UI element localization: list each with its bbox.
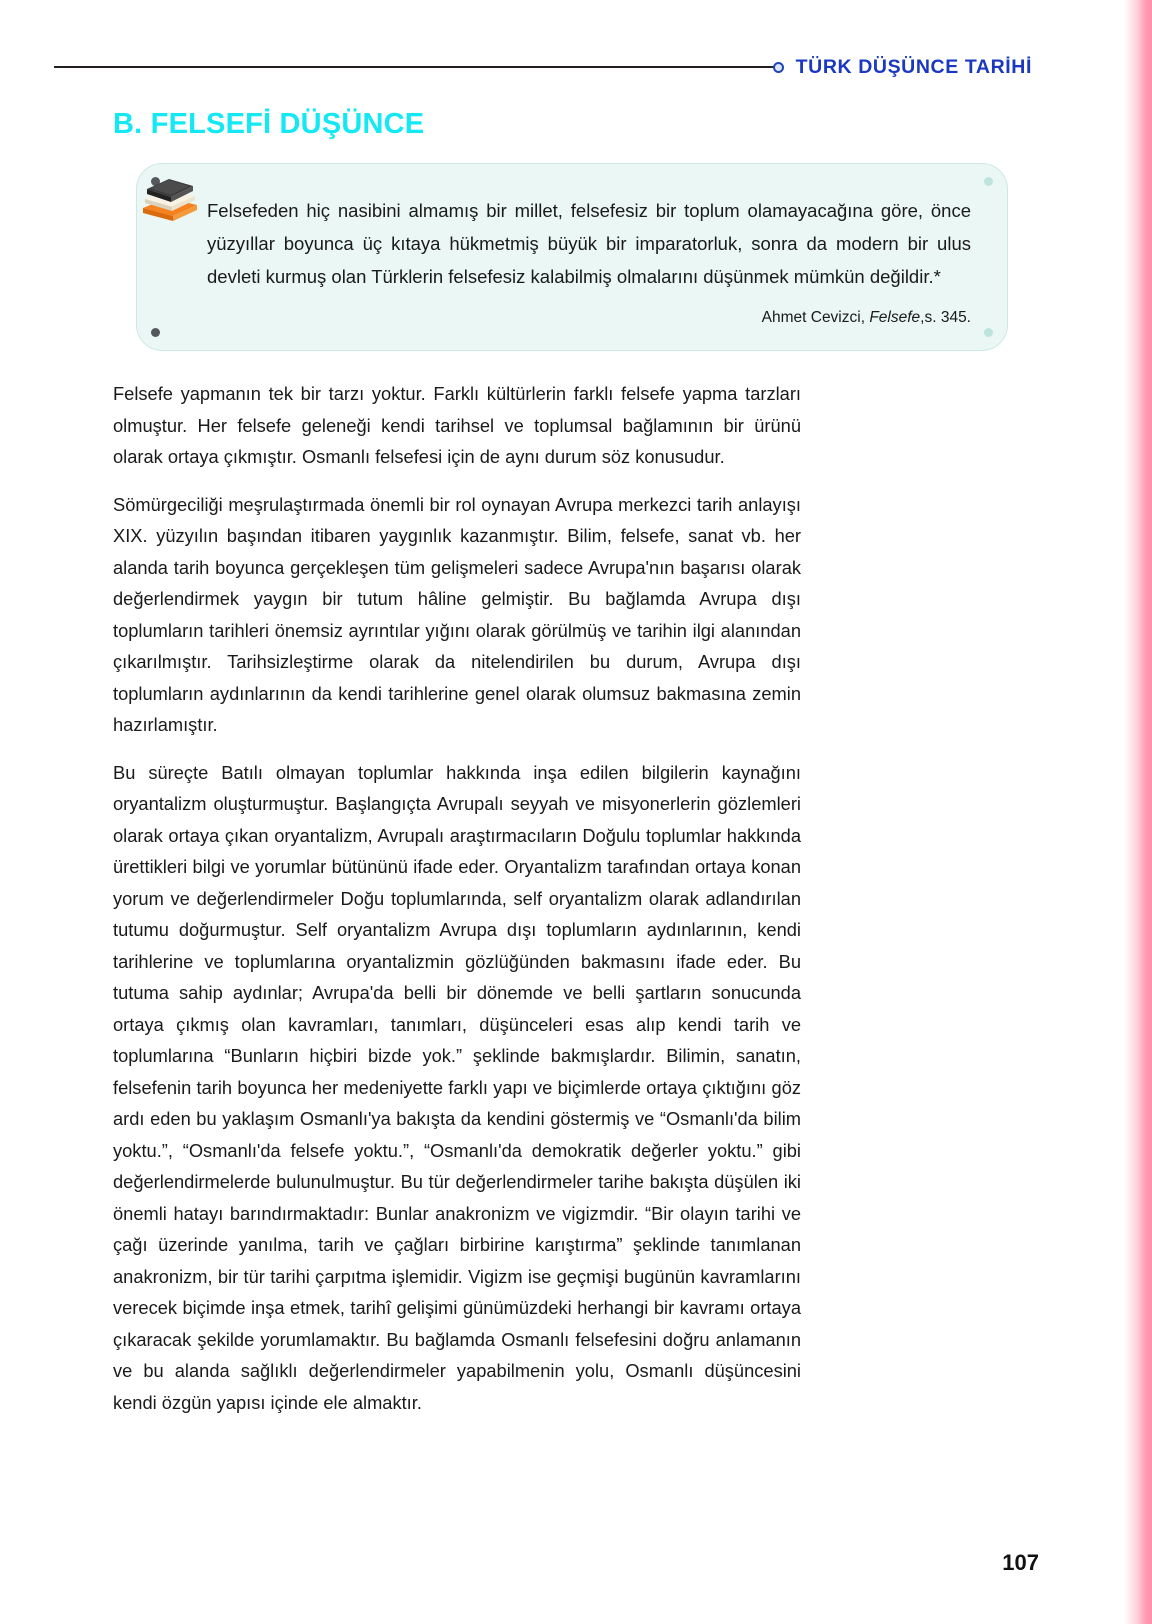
header-rule-icon: [54, 66, 774, 68]
header-title: TÜRK DÜŞÜNCE TARİHİ: [795, 55, 1032, 78]
body-paragraph: Sömürgeciliği meşrulaştırmada önemli bir rol oynayan Avrupa merkezci tarih anlayışı XIX. yüzyılın başından itibaren yaygınlık kazanmıştır. Bilim, felsefe, sanat vb. her alanda tarih boyunca gerçekleşen tüm gelişmeleri sadece Avrupa'nın başarısı olarak değerlendirmek yaygın bir tutum hâline gelmiştir. Bu bağlamda Avrupa dışı toplumların tarihleri önemsiz ayrıntılar yığını olarak görülmüş ve tarihin ilgi alanından çıkarılmıştır. Tarihsizleştirme olarak da nitelendirilen bu durum, Avrupa dışı toplumların aydınlarının da kendi tarihlerine genel olarak olumsuz bakmasına zemin hazırlamıştır.: [113, 493, 801, 735]
body-paragraph: Bu süreçte Batılı olmayan toplumlar hakkında inşa edilen bilgilerin kaynağını oryantalizm oluşturmuştur. Başlangıçta Avrupalı seyyah ve misyonerlerin gözlemleri olarak ortaya çıkan oryantalizm, Avrupalı araştırmacıların Doğulu toplumlar hakkında ürettikleri bilgi ve yorumlar bütününü ifade eder. Oryantalizm tarafından ortaya konan yorum ve değerlendirmeler Doğu toplumlarında, self oryantalizm olarak adlandırılan tutumu doğurmuştur. Self oryantalizm Avrupa dışı toplumların aydınlarının, kendi tarihlerine ve toplumlarına oryantalizmin gözlüğünden bakmasını ifade eder. Bu tutuma sahip aydınlar; Avrupa'da belli bir dönemde ve belli şartların sonucunda ortaya çıkmış olan kavramları, tanımları, düşünceleri esas alıp kendi tarih ve toplumlarına “Bunların hiçbiri bizde yok.” şeklinde bakmışlardır. Bilimin, sanatın, felsefenin tarih boyunca her medeniyette farklı yapı ve biçimlerde ortaya çıktığını göz ardı eden bu yaklaşım Osmanlı'ya bakışta da kendini göstermiş ve “Osmanlı'da bilim yoktu.”, “Osmanlı'da felsefe yoktu.”, “Osmanlı'da demokratik değerler yoktu.” gibi değerlendirmelerde bulunulmuştur. Bu tür değerlendirmeler tarihe bakışta düşülen iki önemli hatayı barındırmaktadır: Bunlar anakronizm ve vigizmdir. “Bir olayın tarihi ve çağı üzerinde yanılma, tarih ve çağları birbirine karıştırma” şeklinde tanımlanan anakronizm, bir tür tarihi çarpıtma işlemidir. Vigizm ise geçmişi bugünün kavramlarını verecek biçimde inşa etmek, tarihî gelişimi günümüzdeki herhangi bir kavramı ortaya çıkaracak şekilde yorumlamaktır. Bu bağlamda Osmanlı felsefesini doğru anlamanın ve bu alanda sağlıklı değerlendirmeler yapabilmenin yolu, Osmanlı düşüncesini kendi özgün yapısı içinde ele almaktır.: [113, 761, 801, 1413]
quote-source: [207, 309, 971, 327]
page-title: B. FELSEFİ DÜŞÜNCE: [113, 108, 425, 140]
corner-dot-bottom-left-icon: [151, 328, 160, 337]
body-content: [113, 378, 801, 1418]
quote-box: [136, 163, 1008, 351]
quote-source-page: ,s. 345.: [920, 309, 971, 326]
page-edge-decoration: [1124, 0, 1152, 1624]
stacked-books-icon: [137, 170, 203, 228]
quote-callout: [136, 163, 1008, 351]
circle-outline-icon: [773, 62, 784, 73]
quote-source-work: Felsefe: [869, 309, 921, 326]
corner-dot-bottom-right-icon: [984, 328, 993, 337]
body-paragraph: Felsefe yapmanın tek bir tarzı yoktur. Farklı kültürlerin farklı felsefe yapma tarzları olmuştur. Her felsefe geleneği kendi tarihsel ve toplumsal bağlamının bir ürünü olarak ortaya çıkmıştır. Osmanlı felsefesi için de aynı durum söz konusudur.: [113, 383, 801, 467]
quote-source-author: Ahmet Cevizci,: [761, 309, 870, 326]
corner-dot-top-right-icon: [984, 177, 993, 186]
page-number: 107: [1002, 1550, 1039, 1575]
running-header: [0, 44, 1152, 90]
quote-text: Felsefeden hiç nasibini almamış bir millet, felsefesiz bir toplum olamayacağına göre, önce yüzyıllar boyunca üç kıtaya hükmetmiş büyük bir imparatorluk, sonra da modern bir ulus devleti kurmuş olan Türklerin felsefesiz kalabilmiş olmalarını düşünmek mümkün değildir.*: [207, 200, 971, 287]
